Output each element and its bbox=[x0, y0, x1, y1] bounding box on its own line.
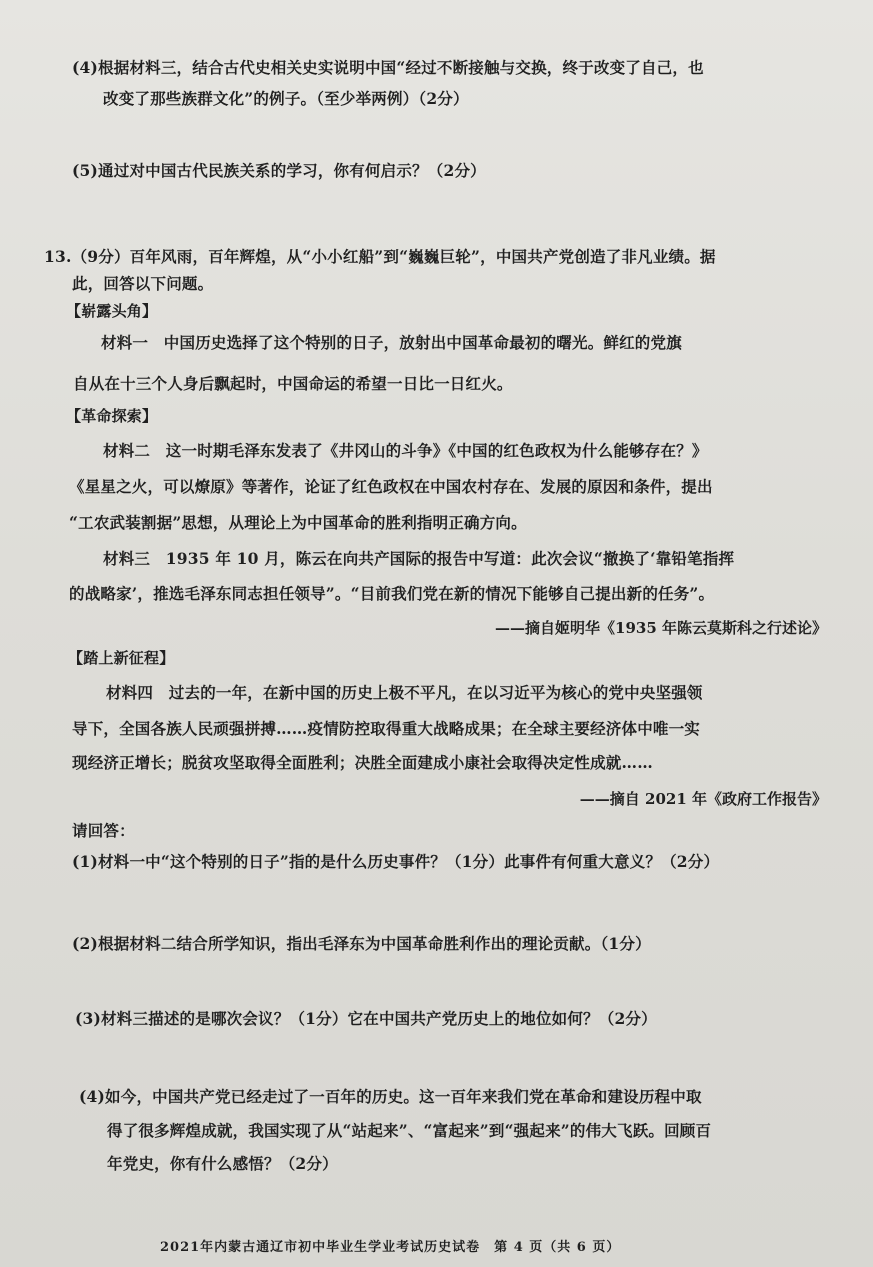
question-4-line3: 年党史，你有什么感悟？（2分） bbox=[107, 1154, 338, 1173]
section-heading-1: 【崭露头角】 bbox=[66, 302, 158, 320]
question-2: (2)根据材料二结合所学知识，指出毛泽东为中国革命胜利作出的理论贡献。（1分） bbox=[72, 934, 651, 953]
material1-line2: 自从在十三个人身后飘起时，中国命运的希望一日比一日红火。 bbox=[73, 374, 513, 393]
q12-part5: (5)通过对中国古代民族关系的学习，你有何启示？（2分） bbox=[72, 161, 486, 180]
material4-line3: 现经济正增长；脱贫攻坚取得全面胜利；决胜全面建成小康社会取得决定性成就…… bbox=[72, 753, 653, 772]
question-3: (3)材料三描述的是哪次会议？（1分）它在中国共产党历史上的地位如何？（2分） bbox=[75, 1009, 657, 1028]
page-footer: 2021年内蒙古通辽市初中毕业生学业考试历史试卷 第 4 页（共 6 页） bbox=[160, 1240, 621, 1255]
section-heading-2: 【革命探索】 bbox=[66, 407, 158, 425]
q12-part4-line2: 改变了那些族群文化”的例子。（至少举两例）（2分） bbox=[103, 89, 469, 108]
q12-part4-line1: (4)根据材料三，结合古代史相关史实说明中国“经过不断接触与交换，终于改变了自己，也 bbox=[72, 58, 704, 77]
section-heading-3: 【踏上新征程】 bbox=[68, 649, 175, 667]
material4-source: ——摘自 2021 年《政府工作报告》 bbox=[579, 790, 827, 808]
q13-intro-line2: 此，回答以下问题。 bbox=[72, 274, 214, 293]
material4-line1: 材料四 过去的一年，在新中国的历史上极不平凡，在以习近平为核心的党中央坚强领 bbox=[106, 683, 703, 702]
material3-line2: 的战略家’，推选毛泽东同志担任领导”。“目前我们党在新的情况下能够自己提出新的任务”。 bbox=[69, 584, 715, 603]
material3-line1: 材料三 1935 年 10 月，陈云在向共产国际的报告中写道：此次会议“撤换了‘靠铅笔指挥 bbox=[103, 549, 735, 568]
material1-line1: 材料一 中国历史选择了这个特别的日子，放射出中国革命最初的曙光。鲜红的党旗 bbox=[101, 333, 682, 352]
material2-line2: 《星星之火，可以燎原》等著作，论证了红色政权在中国农村存在、发展的原因和条件，提出 bbox=[69, 477, 713, 496]
question-4-line1: (4)如今，中国共产党已经走过了一百年的历史。这一百年来我们党在革命和建设历程中取 bbox=[79, 1087, 702, 1106]
material2-line3: “工农武装割据”思想，从理论上为中国革命的胜利指明正确方向。 bbox=[69, 513, 527, 532]
answer-prompt: 请回答： bbox=[72, 821, 135, 840]
material4-line2: 导下，全国各族人民顽强拼搏……疫情防控取得重大战略成果；在全球主要经济体中唯一实 bbox=[72, 719, 701, 738]
q13-intro-line1: 13.（9分）百年风雨，百年辉煌，从“小小红船”到“巍巍巨轮”，中国共产党创造了非凡业绩。据 bbox=[44, 247, 716, 266]
question-1: (1)材料一中“这个特别的日子”指的是什么历史事件？（1分）此事件有何重大意义？（2分） bbox=[72, 852, 720, 871]
material2-line1: 材料二 这一时期毛泽东发表了《井冈山的斗争》《中国的红色政权为什么能够存在？》 bbox=[103, 441, 708, 460]
material3-source: ——摘自姬明华《1935 年陈云莫斯科之行述论》 bbox=[495, 619, 827, 637]
question-4-line2: 得了很多辉煌成就，我国实现了从“站起来”、“富起来”到“强起来”的伟大飞跃。回顾百 bbox=[107, 1121, 712, 1140]
